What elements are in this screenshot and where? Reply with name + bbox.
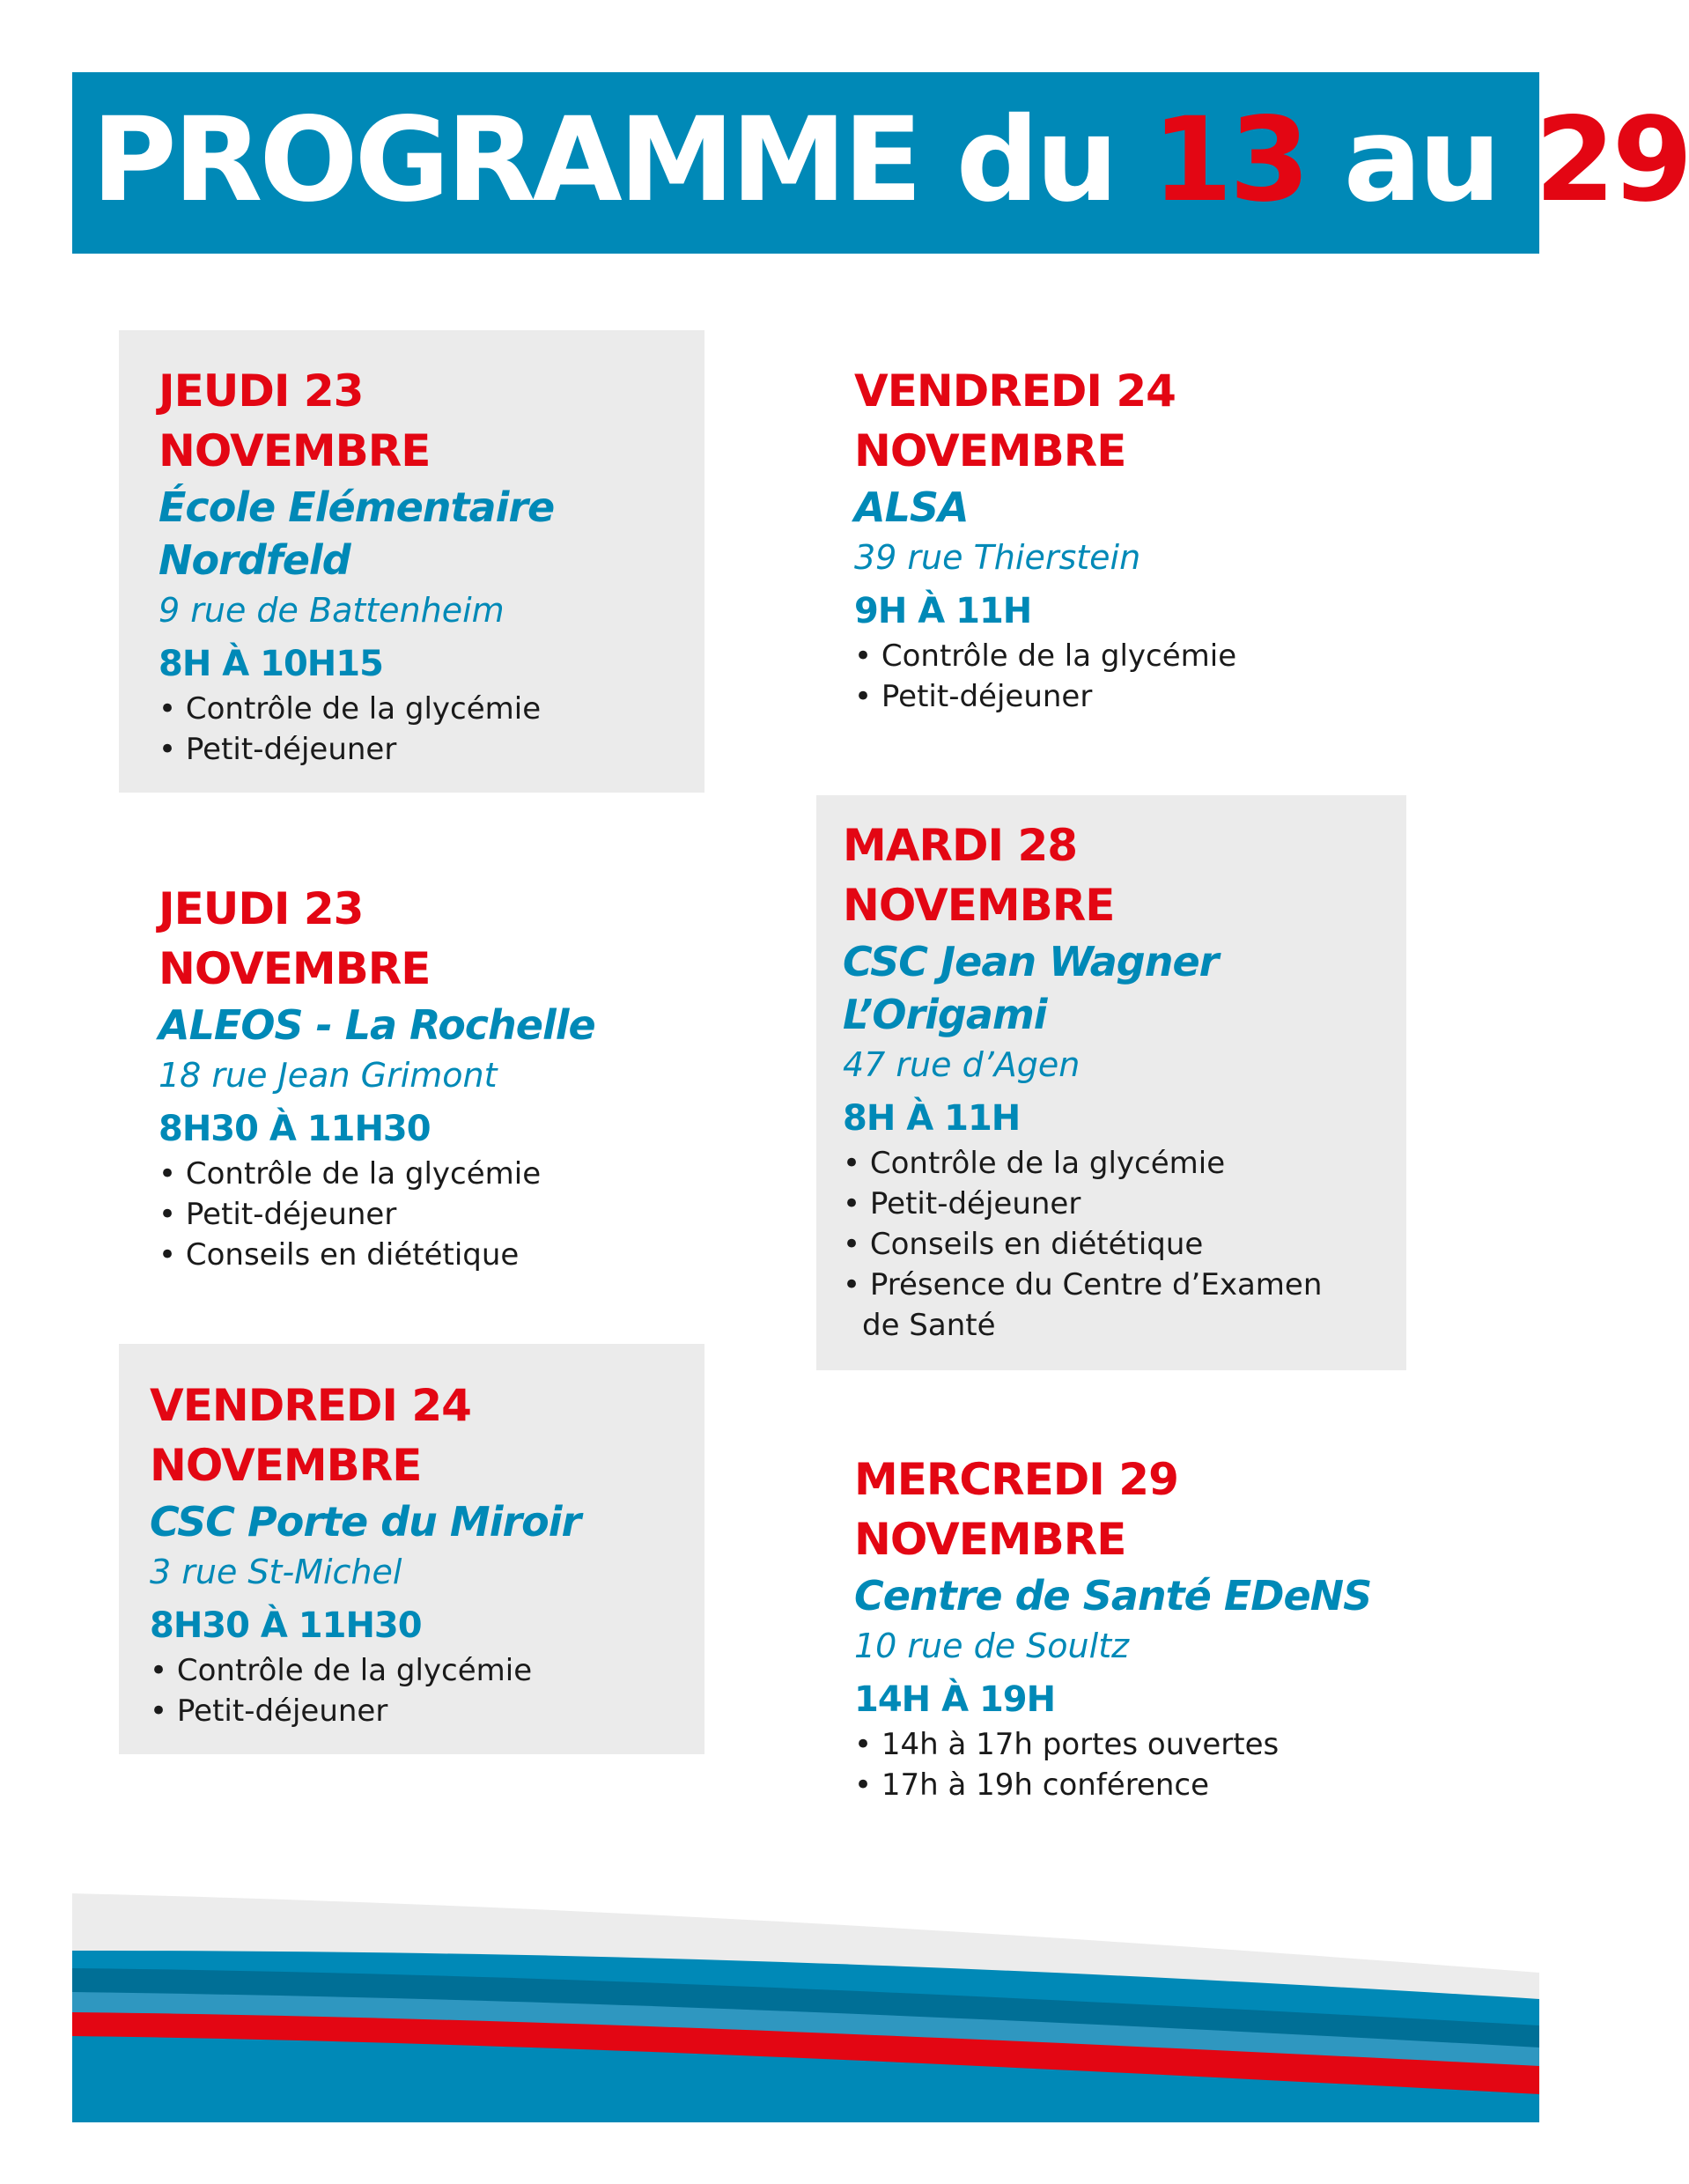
event-date-month: NOVEMBRE <box>150 1440 422 1491</box>
event-date-day: VENDREDI 24 <box>854 365 1176 417</box>
activity-item: • Contrôle de la glycémie <box>150 1650 713 1691</box>
activity-item: • Contrôle de la glycémie <box>159 1154 722 1194</box>
event-date <box>843 815 1406 935</box>
header-banner <box>72 72 1689 254</box>
event-date-day: MERCREDI 29 <box>854 1454 1178 1505</box>
activity-item: • Petit-déjeuner <box>159 1194 722 1235</box>
activity-item: • Contrôle de la glycémie <box>159 689 722 729</box>
event-activities <box>159 689 722 770</box>
activity-item: • Petit-déjeuner <box>150 1691 713 1731</box>
activity-item: • Contrôle de la glycémie <box>843 1143 1336 1184</box>
event-time: 9H À 11H <box>854 591 1032 631</box>
event-card <box>854 361 1418 717</box>
event-time: 8H À 11H <box>843 1098 1021 1139</box>
event-activities <box>843 1143 1336 1346</box>
event-date-month: NOVEMBRE <box>843 880 1115 931</box>
activity-item: • Conseils en diététique <box>843 1224 1336 1265</box>
event-card <box>843 815 1406 1346</box>
event-time: 8H À 10H15 <box>159 644 383 684</box>
event-time: 8H30 À 11H30 <box>159 1109 431 1149</box>
activity-item: • 17h à 19h conférence <box>854 1765 1418 1805</box>
activity-item: • 14h à 17h portes ouvertes <box>854 1724 1418 1765</box>
event-address: 10 rue de Soultz <box>854 1627 1130 1665</box>
event-date <box>150 1376 713 1495</box>
event-place-line: ALSA <box>854 483 969 531</box>
event-place-line: L’Origami <box>843 991 1047 1038</box>
title-programme: PROGRAMME <box>92 92 919 228</box>
event-date-day: MARDI 28 <box>843 820 1078 871</box>
event-card <box>159 361 722 770</box>
event-date <box>159 361 722 481</box>
event-place <box>854 481 1418 534</box>
event-place <box>159 481 722 587</box>
event-place-line: CSC Jean Wagner <box>843 938 1219 985</box>
event-place-line: Nordfeld <box>159 536 350 584</box>
event-date-month: NOVEMBRE <box>854 1514 1126 1565</box>
activity-item: • Petit-déjeuner <box>159 729 722 770</box>
event-address: 39 rue Thierstein <box>854 538 1141 577</box>
event-address: 9 rue de Battenheim <box>159 591 505 630</box>
event-place <box>150 1495 713 1548</box>
event-date-day: VENDREDI 24 <box>150 1380 471 1431</box>
page-title <box>92 90 1689 231</box>
activity-item: • Présence du Centre d’Examen de Santé <box>843 1265 1336 1346</box>
event-place-line: CSC Porte du Miroir <box>150 1498 581 1546</box>
title-au: au <box>1343 92 1498 228</box>
event-place-line: École Elémentaire <box>159 483 555 531</box>
event-date-month: NOVEMBRE <box>159 425 431 476</box>
event-date <box>854 1450 1418 1569</box>
event-date <box>854 361 1418 481</box>
event-time: 14H À 19H <box>854 1679 1056 1720</box>
title-start-number: 13 <box>1152 92 1307 228</box>
title-du: du <box>955 92 1116 228</box>
event-place <box>159 999 722 1051</box>
event-place <box>843 935 1406 1041</box>
event-activities <box>854 1724 1418 1805</box>
event-address: 3 rue St-Michel <box>150 1553 402 1591</box>
event-address: 47 rue d’Agen <box>843 1045 1081 1084</box>
event-activities <box>159 1154 722 1275</box>
event-date-day: JEUDI 23 <box>159 883 364 934</box>
title-end-number: 29 <box>1534 92 1689 228</box>
event-place <box>854 1569 1418 1622</box>
event-card <box>159 879 722 1275</box>
event-address: 18 rue Jean Grimont <box>159 1056 498 1095</box>
decorative-waves <box>72 1893 1539 2122</box>
event-card <box>854 1450 1418 1805</box>
event-place-line: Centre de Santé EDeNS <box>854 1572 1372 1620</box>
event-date <box>159 879 722 999</box>
event-activities <box>150 1650 713 1731</box>
event-card <box>150 1376 713 1731</box>
activity-item: • Petit-déjeuner <box>843 1184 1336 1224</box>
event-place-line: ALEOS - La Rochelle <box>159 1001 595 1049</box>
activity-item: • Petit-déjeuner <box>854 676 1418 717</box>
activity-item: • Contrôle de la glycémie <box>854 636 1418 676</box>
event-date-month: NOVEMBRE <box>854 425 1126 476</box>
event-activities <box>854 636 1418 717</box>
event-time: 8H30 À 11H30 <box>150 1605 422 1646</box>
activity-item: • Conseils en diététique <box>159 1235 722 1275</box>
event-date-day: JEUDI 23 <box>159 365 364 417</box>
event-date-month: NOVEMBRE <box>159 943 431 994</box>
